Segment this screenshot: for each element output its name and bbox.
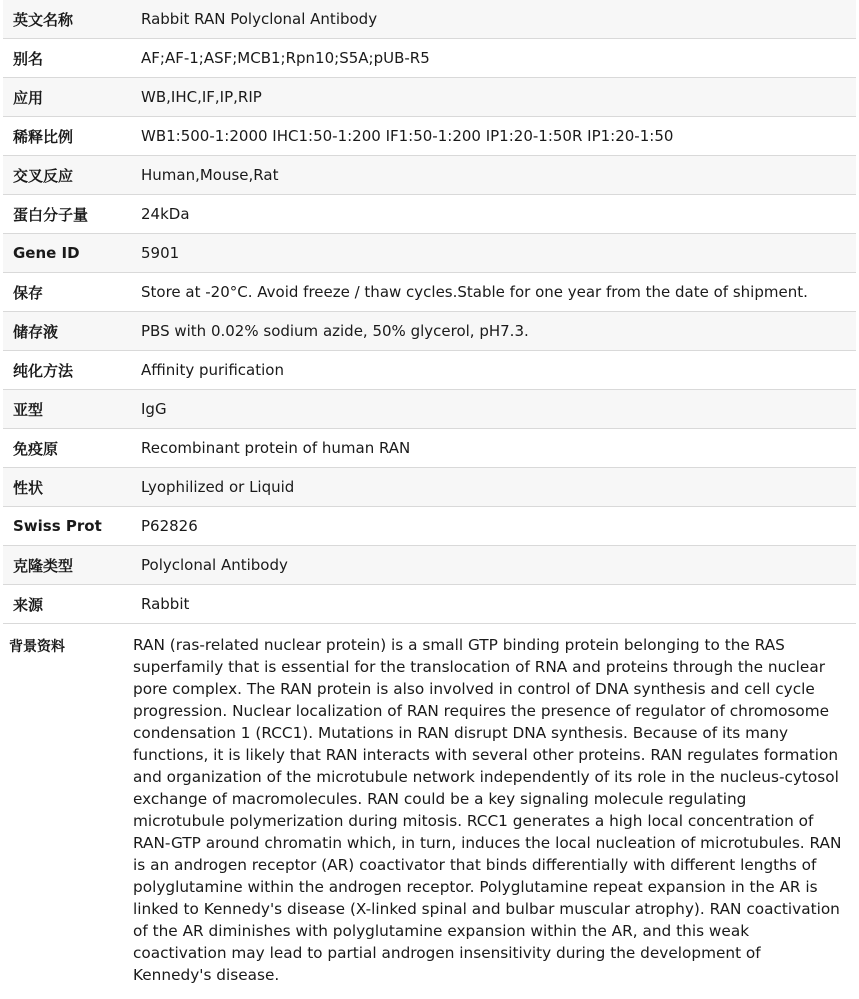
spec-value: Rabbit RAN Polyclonal Antibody — [141, 0, 856, 39]
spec-key: 交叉反应 — [3, 156, 141, 195]
spec-key: 性状 — [3, 468, 141, 507]
spec-row-isotype — [3, 390, 856, 429]
spec-key: 储存液 — [3, 312, 141, 351]
spec-key: 稀释比例 — [3, 117, 141, 156]
spec-key: 免疫原 — [3, 429, 141, 468]
background-cell — [133, 624, 856, 987]
spec-row-form — [3, 468, 856, 507]
spec-key: Gene ID — [3, 234, 141, 273]
spec-row-clonality — [3, 546, 856, 585]
spec-value: WB,IHC,IF,IP,RIP — [141, 78, 856, 117]
spec-row-host — [3, 585, 856, 624]
spec-row-alias — [3, 39, 856, 78]
spec-value: Lyophilized or Liquid — [141, 468, 856, 507]
spec-value: P62826 — [141, 507, 856, 546]
spec-row-application — [3, 78, 856, 117]
spec-value: WB1:500-1:2000 IHC1:50-1:200 IF1:50-1:200 IP1:20-1:50R IP1:20-1:50 — [141, 117, 856, 156]
spec-value: Polyclonal Antibody — [141, 546, 856, 585]
spec-value: PBS with 0.02% sodium azide, 50% glycerol, pH7.3. — [141, 312, 856, 351]
spec-key: 纯化方法 — [3, 351, 141, 390]
spec-row-reactivity — [3, 156, 856, 195]
spec-value: 24kDa — [141, 195, 856, 234]
spec-row-immunogen — [3, 429, 856, 468]
spec-key: 亚型 — [3, 390, 141, 429]
spec-row-dilution — [3, 117, 856, 156]
spec-row-background — [3, 624, 856, 987]
spec-value: IgG — [141, 390, 856, 429]
background-text: RAN (ras-related nuclear protein) is a small GTP binding protein belonging to the RAS superfamily that is essential for the translocation of RNA and proteins through the nuclear pore complex. The RAN protein is also involved in control of DNA synthesis and cell cycle progression. Nuclear localization of RAN requires the presence of regulator of chromosome condensation 1 (RCC1). Mutations in RAN disrupt DNA synthesis. Because of its many functions, it is likely that RAN interacts with several other proteins. RAN regulates formation and organization of the microtubule network independently of its role in the nucleus-cytosol exchange of macromolecules. RAN could be a key signaling molecule regulating microtubule polymerization during mitosis. RCC1 generates a high local concentration of RAN-GTP around chromatin which, in turn, induces the local nucleation of microtubules. RAN is an androgen receptor (AR) coactivator that binds differentially with different lengths of polyglutamine within the androgen receptor. Polyglutamine repeat expansion in the AR is linked to Kennedy's disease (X-linked spinal and bulbar muscular atrophy). RAN coactivation of the AR diminishes with polyglutamine expansion within the AR, and this weak coactivation may lead to partial androgen insensitivity during the development of Kennedy's disease. — [133, 636, 842, 984]
spec-key: 蛋白分子量 — [3, 195, 141, 234]
spec-value: Recombinant protein of human RAN — [141, 429, 856, 468]
spec-value: Affinity purification — [141, 351, 856, 390]
spec-value: AF;AF-1;ASF;MCB1;Rpn10;S5A;pUB-R5 — [141, 39, 856, 78]
spec-key: 别名 — [3, 39, 141, 78]
spec-value: Human,Mouse,Rat — [141, 156, 856, 195]
spec-row-gene-id — [3, 234, 856, 273]
spec-table — [3, 0, 856, 986]
spec-row-storage — [3, 273, 856, 312]
background-key: 背景资料 — [3, 624, 141, 987]
spec-key: 应用 — [3, 78, 141, 117]
spec-key: 保存 — [3, 273, 141, 312]
spec-row-english-name — [3, 0, 856, 39]
spec-key: Swiss Prot — [3, 507, 141, 546]
spec-row-buffer — [3, 312, 856, 351]
spec-row-molecular-weight — [3, 195, 856, 234]
spec-key: 克隆类型 — [3, 546, 141, 585]
spec-row-swiss-prot — [3, 507, 856, 546]
spec-row-purification — [3, 351, 856, 390]
spec-key: 来源 — [3, 585, 141, 624]
spec-value: Store at -20°C. Avoid freeze / thaw cycles.Stable for one year from the date of shipment. — [141, 273, 856, 312]
spec-key: 英文名称 — [3, 0, 141, 39]
spec-value: Rabbit — [141, 585, 856, 624]
spec-value: 5901 — [141, 234, 856, 273]
